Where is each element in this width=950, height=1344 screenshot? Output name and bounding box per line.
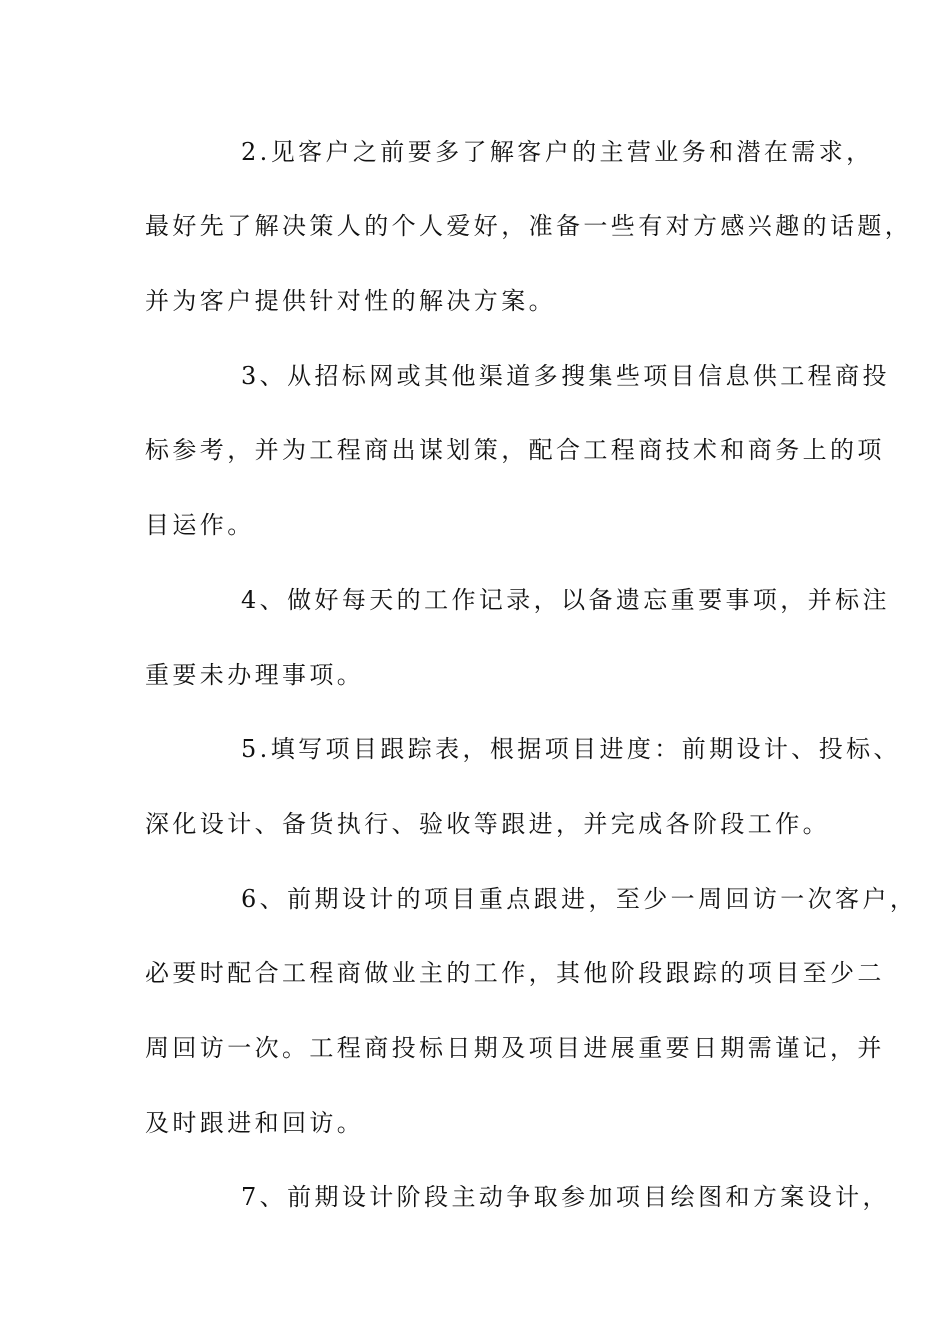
paragraph-6-line-2: 必要时配合工程商做业主的工作，其他阶段跟踪的项目至少二 (145, 959, 885, 987)
paragraph-5-line-2: 深化设计、备货执行、验收等跟进，并完成各阶段工作。 (145, 810, 830, 838)
paragraph-3-line-2: 标参考，并为工程商出谋划策，配合工程商技术和商务上的项 (145, 436, 885, 464)
paragraph-6-line-4: 及时跟进和回访。 (145, 1109, 365, 1137)
paragraph-2-line-2: 最好先了解决策人的个人爱好，准备一些有对方感兴趣的话题， (145, 212, 913, 240)
paragraph-4-line-1: 4、做好每天的工作记录，以备遗忘重要事项，并标注 (241, 586, 890, 614)
paragraph-6-line-1: 6、前期设计的项目重点跟进，至少一周回访一次客户， (241, 885, 918, 913)
paragraph-3-line-3: 目运作。 (145, 511, 255, 539)
paragraph-3-line-1: 3、从招标网或其他渠道多搜集些项目信息供工程商投 (241, 362, 890, 390)
paragraph-2-line-1: 2.见客户之前要多了解客户的主营业务和潜在需求， (241, 138, 874, 166)
paragraph-4-line-2: 重要未办理事项。 (145, 661, 365, 689)
paragraph-2-line-3: 并为客户提供针对性的解决方案。 (145, 287, 556, 315)
paragraph-5-line-1: 5.填写项目跟踪表，根据项目进度：前期设计、投标、 (241, 735, 901, 763)
paragraph-7-line-1: 7、前期设计阶段主动争取参加项目绘图和方案设计， (241, 1183, 890, 1211)
paragraph-6-line-3: 周回访一次。工程商投标日期及项目进展重要日期需谨记，并 (145, 1034, 885, 1062)
